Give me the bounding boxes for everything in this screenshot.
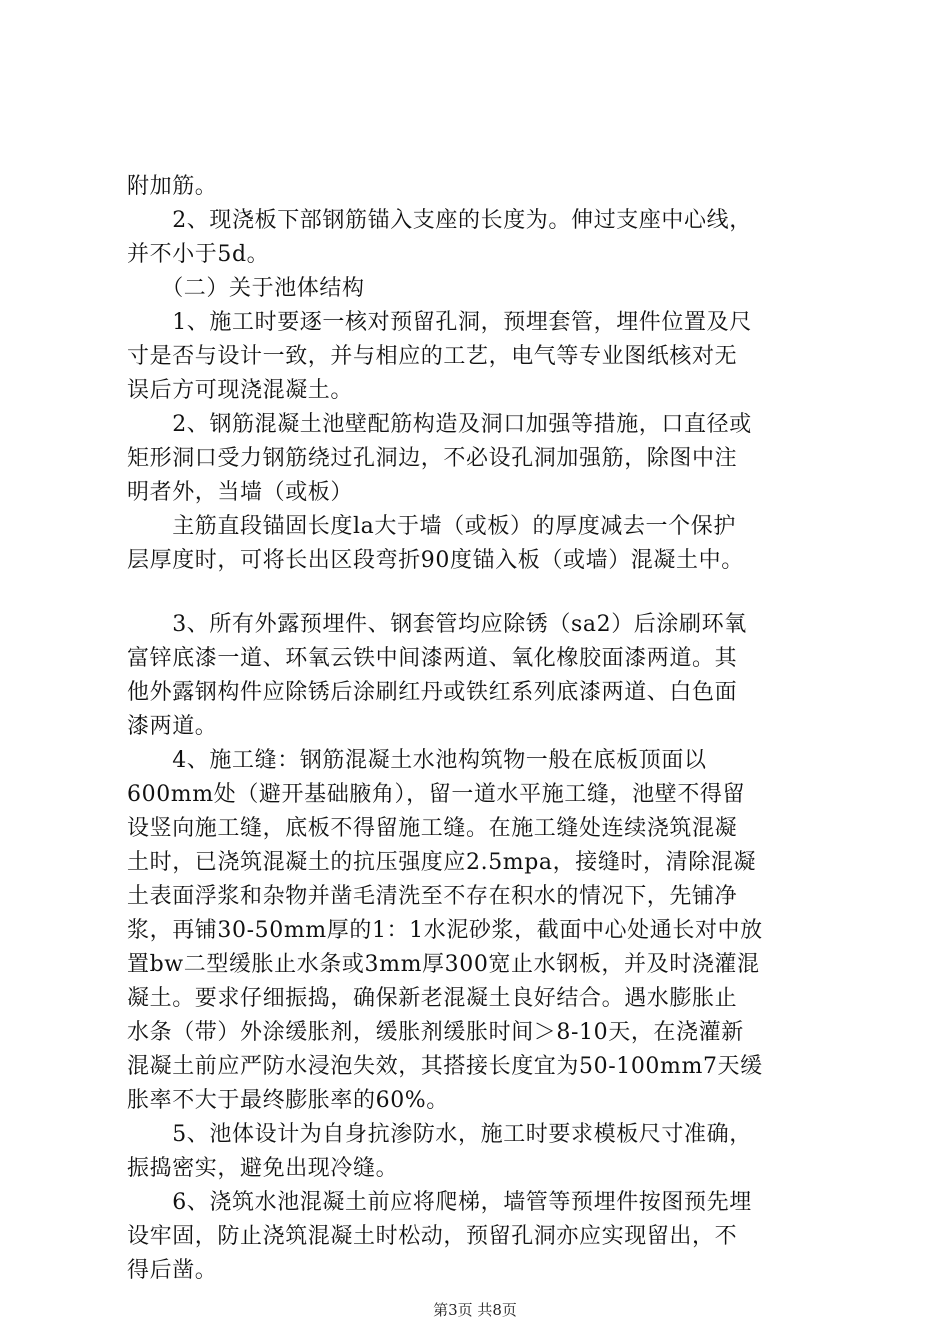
page-number-footer: 第3页 共8页 <box>433 1301 517 1319</box>
text-line: 设牢固，防止浇筑混凝土时松动，预留孔洞亦应实现留出，不 <box>127 1224 738 1249</box>
text-line: 矩形洞口受力钢筋绕过孔洞边，不必设孔洞加强筋，除图中注 <box>127 446 738 471</box>
text-line: 设竖向施工缝，底板不得留施工缝。在施工缝处连续浇筑混凝 <box>127 816 738 841</box>
text-line: 水条（带）外涂缓胀剂，缓胀剂缓胀时间＞8-10天，在浇灌新 <box>127 1020 744 1045</box>
text-line: 误后方可现浇混凝土。 <box>127 378 354 403</box>
text-line: 富锌底漆一道、环氧云铁中间漆两道、氧化橡胶面漆两道。其 <box>127 646 738 671</box>
text-line: 2、钢筋混凝土池壁配筋构造及洞口加强等措施，口直径或 <box>127 412 752 437</box>
text-line: 2、现浇板下部钢筋锚入支座的长度为。伸过支座中心线， <box>127 208 752 233</box>
text-line: 他外露钢构件应除锈后涂刷红丹或铁红系列底漆两道、白色面 <box>127 680 738 705</box>
text-line: 3、所有外露预埋件、钢套管均应除锈（sa2）后涂刷环氧 <box>127 612 747 637</box>
text-line: 振捣密实，避免出现冷缝。 <box>127 1156 399 1181</box>
text-line: 混凝土前应严防水浸泡失效，其搭接长度宜为50-100mm7天缓 <box>127 1054 763 1079</box>
text-line: 置bw二型缓胀止水条或3mm厚300宽止水钢板，并及时浇灌混 <box>127 952 760 977</box>
text-line: 得后凿。 <box>127 1258 218 1283</box>
text-line: 主筋直段锚固长度la大于墙（或板）的厚度减去一个保护 <box>127 514 736 539</box>
text-line: 漆两道。 <box>127 714 218 739</box>
text-line: 胀率不大于最终膨胀率的60%。 <box>127 1088 449 1113</box>
text-line: 凝土。要求仔细振捣，确保新老混凝土良好结合。遇水膨胀止 <box>127 986 738 1011</box>
text-line: 浆，再铺30-50mm厚的1：1水泥砂浆，截面中心处通长对中放 <box>127 918 763 943</box>
text-line: 600mm处（避开基础腋角），留一道水平施工缝，池壁不得留 <box>127 782 746 807</box>
text-line: 并不小于5d。 <box>127 242 270 267</box>
text-line: 层厚度时，可将长出区段弯折90度锚入板（或墙）混凝土中。 <box>127 548 744 573</box>
text-line: 寸是否与设计一致，并与相应的工艺，电气等专业图纸核对无 <box>127 344 738 369</box>
text-line: 1、施工时要逐一核对预留孔洞，预埋套管，埋件位置及尺 <box>127 310 752 335</box>
text-line: 土时，已浇筑混凝土的抗压强度应2.5mpa，接缝时，清除混凝 <box>127 850 757 875</box>
text-line: 明者外，当墙（或板） <box>127 480 354 505</box>
text-line: 5、池体设计为自身抗渗防水，施工时要求模板尺寸准确， <box>127 1122 752 1147</box>
text-line: 6、浇筑水池混凝土前应将爬梯，墙管等预埋件按图预先埋 <box>127 1190 752 1215</box>
text-line: 附加筋。 <box>127 174 218 199</box>
section-heading: （二）关于池体结构 <box>127 276 365 301</box>
text-line: 土表面浮浆和杂物并凿毛清洗至不存在积水的情况下，先铺净 <box>127 884 738 909</box>
text-line: 4、施工缝：钢筋混凝土水池构筑物一般在底板顶面以 <box>127 748 707 773</box>
